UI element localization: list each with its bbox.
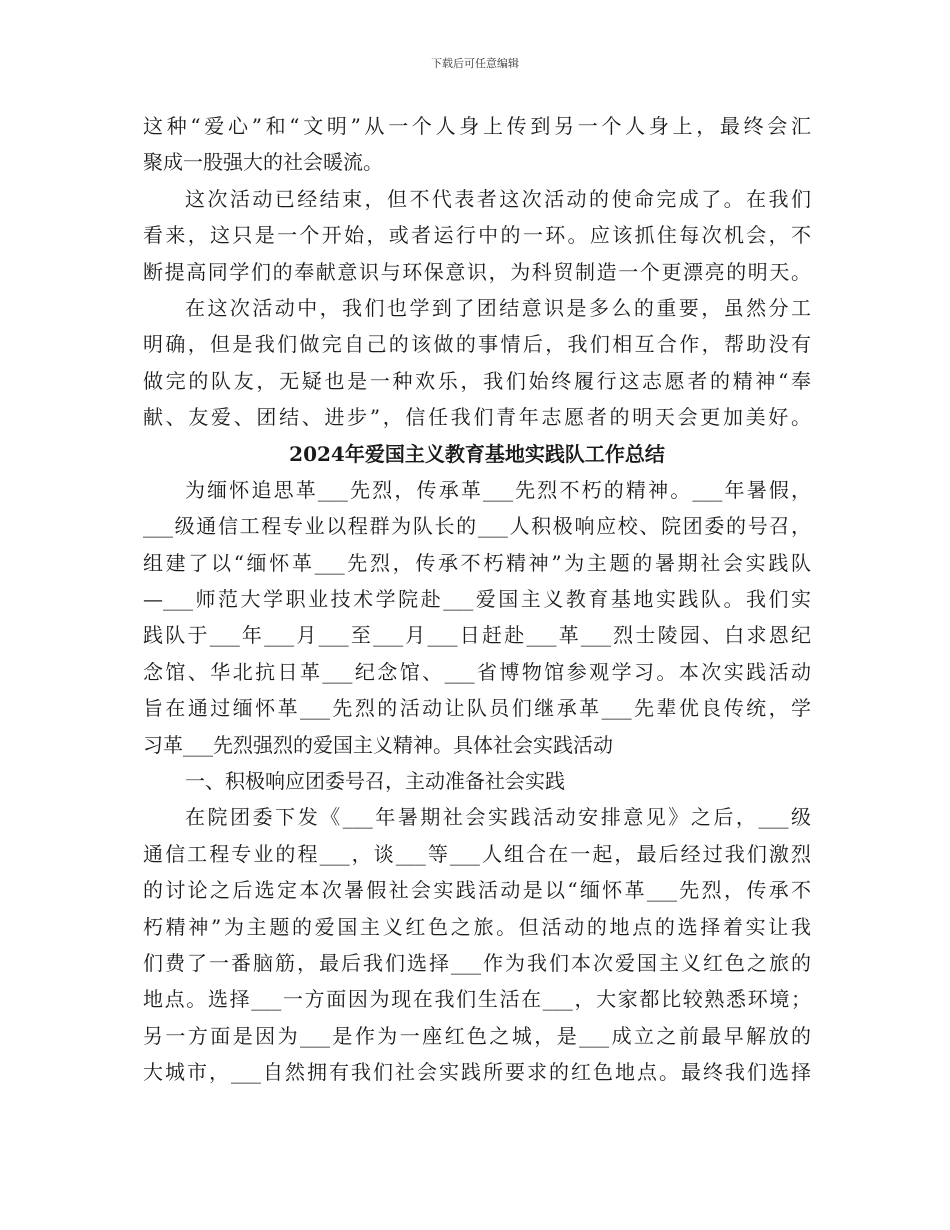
text-line: 组建了以“缅怀革___先烈，传承不朽精神”为主题的暑期社会实践队 xyxy=(143,550,811,575)
text-line: 做完的队友，无疑也是一种欢乐，我们始终履行这志愿者的精神“奉 xyxy=(143,368,811,393)
text-line: 念馆、华北抗日革___纪念馆、___省博物馆参观学习。本次实践活动 xyxy=(143,659,811,684)
text-line: —___师范大学职业技术学院赴___爱国主义教育基地实践队。我们实 xyxy=(143,587,811,612)
text-line: 通信工程专业的程___，谈___等___人组合在一起，最后经过我们激烈 xyxy=(143,841,811,866)
subheading: 一、积极响应团委号召，主动准备社会实践 xyxy=(185,769,565,794)
paragraph-first-line: 在这次活动中，我们也学到了团结意识是多么的重要，虽然分工 xyxy=(185,295,811,320)
document-body xyxy=(143,108,811,1091)
text-line: 这种“爱心”和“文明”从一个人身上传到另一个人身上，最终会汇 xyxy=(143,114,811,138)
paragraph-first-line: 这次活动已经结束，但不代表者这次活动的使命完成了。在我们 xyxy=(185,186,811,211)
text-line: 另一方面是因为___是作为一座红色之城，是___成立之前最早解放的 xyxy=(143,1023,811,1048)
text-line: 献、友爱、团结、进步”，信任我们青年志愿者的明天会更加美好。 xyxy=(143,405,811,430)
text-line: 习革___先烈强烈的爱国主义精神。具体社会实践活动 xyxy=(143,732,613,757)
text-line: 看来，这只是一个开始，或者运行中的一环。应该抓住每次机会，不 xyxy=(143,223,811,248)
text-line: 断提高同学们的奉献意识与环保意识，为科贸制造一个更漂亮的明天。 xyxy=(143,259,811,284)
text-line: 聚成一股强大的社会暖流。 xyxy=(143,150,383,175)
page-header: 下载后可任意编辑 xyxy=(431,57,519,70)
text-line: 地点。选择___一方面因为现在我们生活在___，大家都比较熟悉环境； xyxy=(143,987,811,1012)
text-line: 们费了一番脑筋，最后我们选择___作为我们本次爱国主义红色之旅的 xyxy=(143,950,811,975)
text-line: 大城市，___自然拥有我们社会实践所要求的红色地点。最终我们选择 xyxy=(143,1060,811,1085)
text-line: ___级通信工程专业以程群为队长的___人积极响应校、院团委的号召， xyxy=(143,514,811,539)
paragraph-first-line: 在院团委下发《___年暑期社会实践活动安排意见》之后，___级 xyxy=(185,805,811,830)
text-line: 明确，但是我们做完自己的该做的事情后，我们相互合作，帮助没有 xyxy=(143,332,811,357)
text-line: 的讨论之后选定本次暑假社会实践活动是以“缅怀革___先烈，传承不 xyxy=(143,878,811,903)
text-line: 践队于___年___月___至___月___日赶赴___革___烈士陵园、白求恩纪 xyxy=(143,623,811,648)
section-title: 2024年爱国主义教育基地实践队工作总结 xyxy=(289,441,665,466)
text-line: 朽精神”为主题的爱国主义红色之旅。但活动的地点的选择着实让我 xyxy=(143,914,811,939)
paragraph-first-line: 为缅怀追思革___先烈，传承革___先烈不朽的精神。___年暑假， xyxy=(185,477,811,502)
text-line: 旨在通过缅怀革___先烈的活动让队员们继承革___先辈优良传统，学 xyxy=(143,696,811,721)
